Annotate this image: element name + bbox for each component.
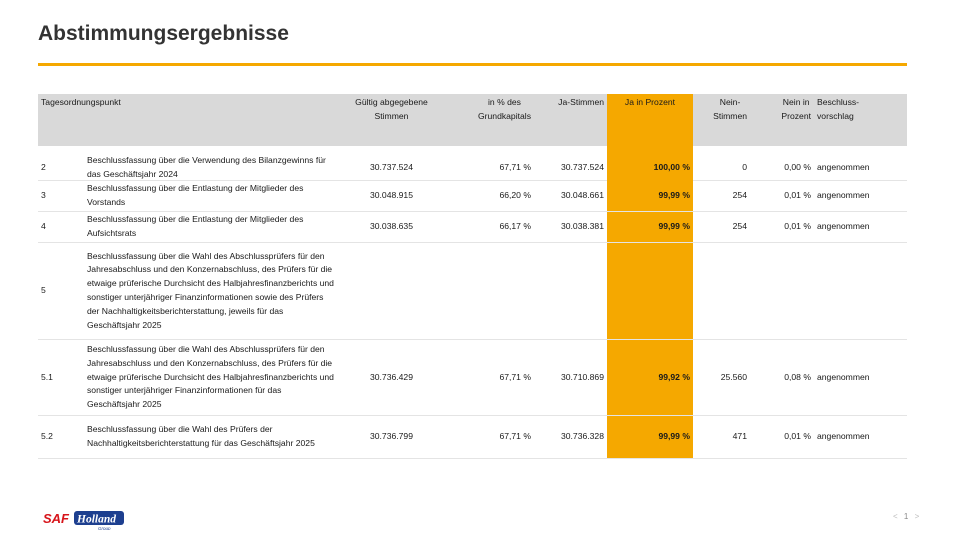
no-percent: 0,00 %	[784, 161, 811, 172]
agenda-number: 3	[41, 190, 46, 201]
table-row	[38, 340, 907, 416]
header-proposal: Beschluss- vorschlag	[817, 97, 860, 121]
agenda-description: Beschlussfassung über die Verwendung des Bilanzgewinns für das Geschäftsjahr 2024	[87, 155, 326, 179]
page-indicator	[893, 512, 921, 521]
proposal-result: angenommen	[817, 431, 870, 442]
no-percent	[750, 243, 814, 339]
valid-votes: 30.736.799	[369, 431, 413, 442]
svg-text:Holland: Holland	[77, 513, 116, 526]
yes-percent: 99,99 %	[607, 181, 693, 211]
svg-text:Group: Group	[98, 526, 111, 530]
valid-votes	[339, 243, 444, 339]
pct-capital: 67,71 %	[499, 431, 531, 442]
header-no-votes: Nein- Stimmen	[713, 97, 747, 121]
yes-percent: 99,99 %	[607, 212, 693, 242]
proposal-result: angenommen	[817, 371, 870, 382]
header-yes-votes: Ja-Stimmen	[558, 97, 604, 107]
valid-votes: 30.038.635	[369, 221, 413, 232]
valid-votes: 30.048.915	[369, 190, 413, 201]
proposal-result: angenommen	[817, 190, 870, 201]
agenda-number: 4	[41, 221, 46, 232]
valid-votes: 30.736.429	[369, 371, 413, 382]
pct-capital: 66,20 %	[499, 190, 531, 201]
header-yes-percent: Ja in Prozent	[607, 94, 693, 146]
header-pct-capital: in % des Grundkapitals	[477, 97, 531, 121]
table-header	[38, 94, 907, 146]
yes-votes: 30.710.869	[560, 371, 604, 382]
table-row	[38, 212, 907, 243]
yes-percent: 100,00 %	[607, 153, 693, 183]
saf-holland-logo	[41, 508, 127, 530]
no-votes: 254	[732, 221, 747, 232]
pct-capital: 67,71 %	[499, 371, 531, 382]
table-row	[38, 181, 907, 212]
table-row	[38, 153, 907, 181]
pct-capital	[444, 243, 534, 339]
table-row	[38, 416, 907, 459]
valid-votes: 30.737.524	[369, 161, 413, 172]
page-number: 1	[903, 512, 911, 521]
agenda-description: Beschlussfassung über die Wahl des Abschlussprüfers für den Jahresabschluss und den Konzernabschluss, des Prüfers für die etwaige prüferische Durchsicht des Halbjahresfinanzberichts und sonstiger unterjähriger Finanzinformationen sowie des Prüfers der Nachhaltigkeitsberichterstattung, jeweils für das Geschäftsjahr 2025	[87, 250, 334, 330]
no-votes: 254	[732, 190, 747, 201]
svg-text:SAF: SAF	[43, 511, 69, 526]
agenda-description: Beschlussfassung über die Entlastung der Mitglieder des Vorstands	[87, 183, 304, 207]
yes-percent: 99,99 %	[607, 416, 693, 458]
proposal-result	[814, 243, 907, 339]
agenda-description: Beschlussfassung über die Wahl des Abschlussprüfers für den Jahresabschluss und den Konzernabschluss, des Prüfers für die etwaige prüferische Durchsicht des Halbjahresfinanzberichts und sonstiger unterjähriger Finanzinformationen für das Geschäftsjahr 2025	[87, 344, 334, 410]
header-gap	[38, 146, 907, 153]
header-no-percent: Nein in Prozent	[781, 97, 811, 121]
agenda-number: 5.1	[41, 371, 53, 382]
yes-votes	[534, 243, 607, 339]
page-title: Abstimmungsergebnisse	[38, 22, 289, 45]
agenda-description: Beschlussfassung über die Wahl des Prüfers der Nachhaltigkeitsberichterstattung für das Geschäftsjahr 2025	[87, 424, 315, 448]
header-agenda-item: Tagesordnungspunkt	[41, 97, 121, 107]
agenda-description: Beschlussfassung über die Entlastung der Mitglieder des Aufsichtsrats	[87, 214, 304, 238]
yes-percent: 99,92 %	[607, 340, 693, 415]
proposal-result: angenommen	[817, 221, 870, 232]
agenda-number: 5.2	[41, 431, 53, 442]
next-page-arrow[interactable]: >	[914, 512, 922, 521]
prev-page-arrow[interactable]: <	[893, 512, 900, 521]
no-percent: 0,01 %	[784, 431, 811, 442]
proposal-result: angenommen	[817, 161, 870, 172]
no-percent: 0,01 %	[784, 190, 811, 201]
no-votes: 25.560	[720, 371, 747, 382]
title-underline	[38, 63, 907, 66]
no-votes	[693, 243, 750, 339]
agenda-number: 5	[41, 285, 46, 296]
yes-percent	[607, 243, 693, 339]
pct-capital: 66,17 %	[499, 221, 531, 232]
no-votes: 0	[742, 161, 747, 172]
pct-capital: 67,71 %	[499, 161, 531, 172]
yes-votes: 30.736.328	[560, 431, 604, 442]
header-valid-votes: Gültig abgegebene Stimmen	[355, 97, 428, 121]
yes-votes: 30.048.661	[560, 190, 604, 201]
results-table	[38, 94, 907, 459]
no-votes: 471	[732, 431, 747, 442]
yes-votes: 30.737.524	[560, 161, 604, 172]
yes-votes: 30.038.381	[560, 221, 604, 232]
table-row	[38, 243, 907, 340]
no-percent: 0,01 %	[784, 221, 811, 232]
no-percent: 0,08 %	[784, 371, 811, 382]
agenda-number: 2	[41, 161, 46, 172]
